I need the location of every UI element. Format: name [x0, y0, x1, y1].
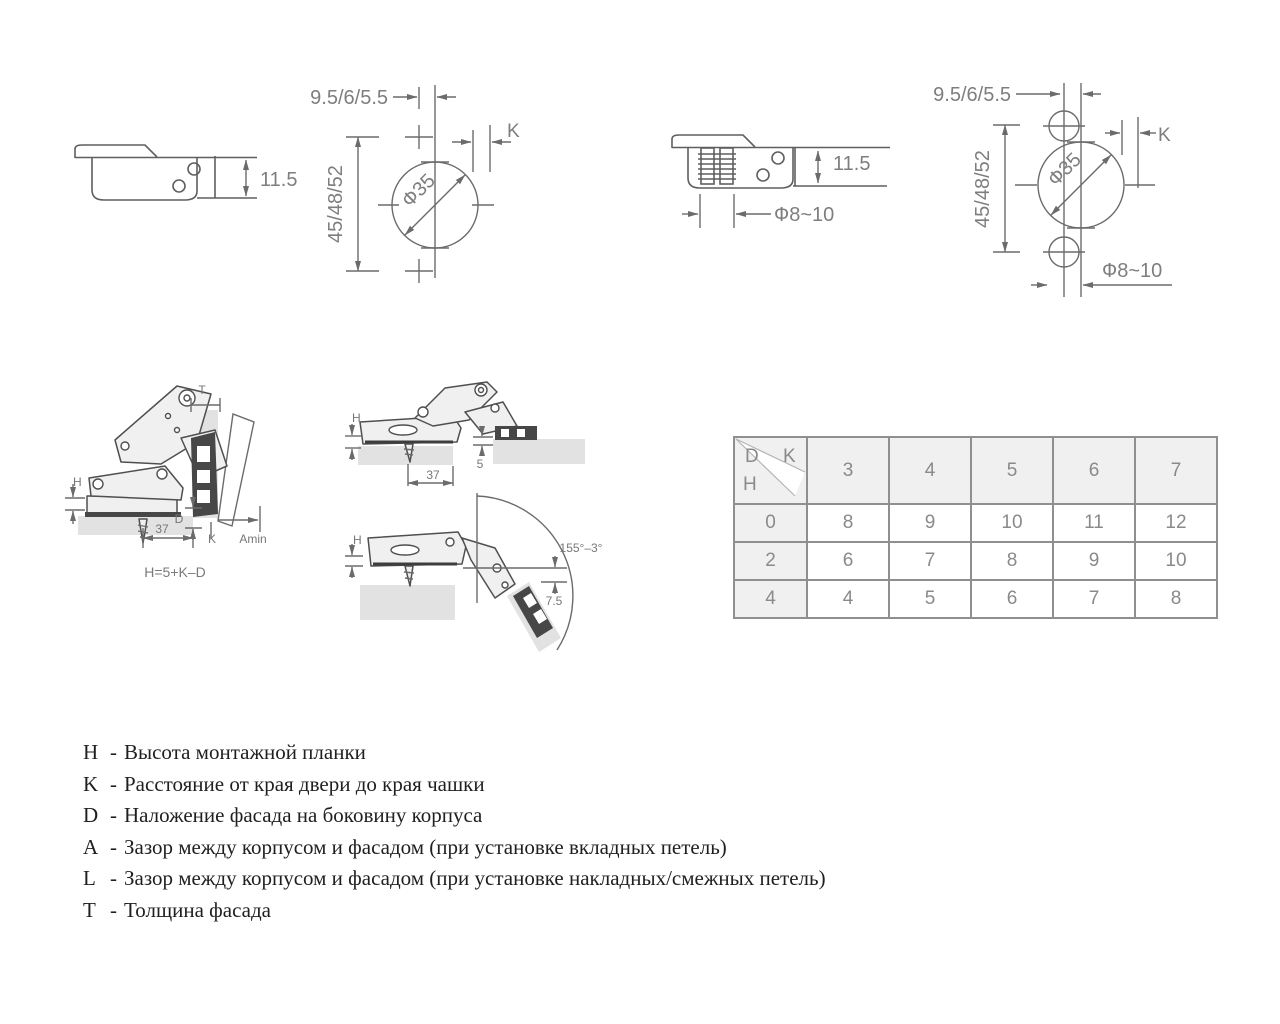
hinge-open-flat-diagram — [345, 378, 595, 490]
pitch-dim-label: 45/48/52 — [972, 150, 994, 228]
table-row — [734, 580, 1217, 618]
table-row — [734, 542, 1217, 580]
legend-key: L — [83, 866, 96, 891]
legend-desc: Толщина фасада — [124, 897, 271, 922]
table-cell: 9 — [1053, 542, 1135, 580]
legend-key: A — [83, 834, 99, 859]
drill-pattern-screw-diagram — [300, 75, 590, 305]
inset-hinge-section-diagram — [65, 380, 315, 595]
h-dim-label: H — [352, 411, 361, 425]
table-cell: 8 — [807, 504, 889, 542]
table-cell: 10 — [1135, 542, 1217, 580]
corner-k-label: K — [783, 446, 796, 467]
gap-dim-label: 5 — [476, 457, 484, 471]
row-header: 4 — [734, 580, 807, 618]
legend-dash: - — [110, 771, 117, 796]
table-cell: 7 — [889, 542, 971, 580]
cup-side-view-dowel-diagram — [655, 120, 920, 245]
legend-dash: - — [110, 834, 117, 859]
col-header: 6 — [1053, 437, 1135, 504]
row-header: 0 — [734, 504, 807, 542]
legend-key: K — [83, 771, 99, 796]
depth-dim-label: 37 — [426, 468, 440, 482]
table-cell: 8 — [1135, 580, 1217, 618]
legend-desc: Расстояние от края двери до края чашки — [124, 771, 485, 796]
k-dim-label: K — [507, 121, 520, 142]
legend-desc: Зазор между корпусом и фасадом (при установке накладных/смежных петель) — [124, 866, 826, 891]
table-cell: 6 — [807, 542, 889, 580]
table-cell: 5 — [889, 580, 971, 618]
opening-angle-label: 155°–3° — [559, 541, 603, 555]
legend-desc: Зазор между корпусом и фасадом (при установке вкладных петель) — [124, 834, 727, 859]
legend-item — [83, 772, 826, 804]
table-cell: 12 — [1135, 504, 1217, 542]
table-cell: 9 — [889, 504, 971, 542]
pitch-dim-label: 45/48/52 — [325, 165, 347, 243]
col-header: 4 — [889, 437, 971, 504]
legend-item — [83, 803, 826, 835]
legend-item — [83, 740, 826, 772]
dowel-diameter-label: Ф8~10 — [774, 204, 835, 226]
legend-key: D — [83, 803, 99, 828]
table-row — [734, 504, 1217, 542]
cup-side-view-diagram — [60, 135, 310, 235]
legend-key: H — [83, 740, 99, 764]
offset-dim-label: 7.5 — [545, 594, 563, 608]
corner-diagonal — [735, 438, 806, 497]
table-cell: 4 — [807, 580, 889, 618]
legend-item — [83, 898, 826, 930]
legend-dash: - — [110, 866, 117, 891]
t-dim-label: T — [198, 383, 206, 397]
cup-height-label: 11.5 — [260, 169, 298, 191]
table-cell: 10 — [971, 504, 1053, 542]
col-header: 5 — [971, 437, 1053, 504]
drill-pattern-dowel-diagram — [920, 75, 1230, 315]
col-header: 3 — [807, 437, 889, 504]
corner-d-label: D — [745, 446, 759, 467]
table-cell: 8 — [971, 542, 1053, 580]
table-corner-cell — [734, 437, 807, 504]
cup-height-label: 11.5 — [833, 153, 871, 175]
col-header: 7 — [1135, 437, 1217, 504]
cup-diameter-label: Ф35 — [397, 169, 440, 212]
offset-dim-label: 9.5/6/5.5 — [933, 84, 1011, 106]
legend-dash: - — [110, 803, 117, 828]
legend — [83, 740, 826, 930]
legend-dash: - — [110, 740, 117, 764]
k-dim-label: K — [1158, 125, 1171, 146]
cup-diameter-label: Ф35 — [1043, 148, 1086, 191]
legend-dash: - — [110, 897, 117, 922]
legend-desc: Высота монтажной планки — [124, 740, 366, 764]
legend-item — [83, 866, 826, 898]
h-dim-label: H — [353, 533, 362, 547]
height-formula: H=5+K–D — [144, 564, 206, 580]
legend-desc: Наложение фасада на боковину корпуса — [124, 803, 483, 828]
depth-dim-label: 37 — [155, 522, 169, 536]
overlay-table — [733, 436, 1218, 619]
row-header: 2 — [734, 542, 807, 580]
amin-dim-label: Amin — [239, 532, 267, 546]
d-dim-label: D — [174, 512, 184, 526]
corner-h-label: H — [743, 474, 757, 495]
table-cell: 7 — [1053, 580, 1135, 618]
table-cell: 11 — [1053, 504, 1135, 542]
offset-dim-label: 9.5/6/5.5 — [310, 87, 388, 109]
hinge-opening-angle-diagram — [345, 490, 625, 675]
legend-key: T — [83, 897, 96, 922]
legend-item — [83, 835, 826, 867]
h-dim-label: H — [73, 475, 82, 489]
k-dim-label: K — [207, 532, 217, 546]
dowel-diameter-label: Ф8~10 — [1102, 260, 1163, 282]
table-cell: 6 — [971, 580, 1053, 618]
